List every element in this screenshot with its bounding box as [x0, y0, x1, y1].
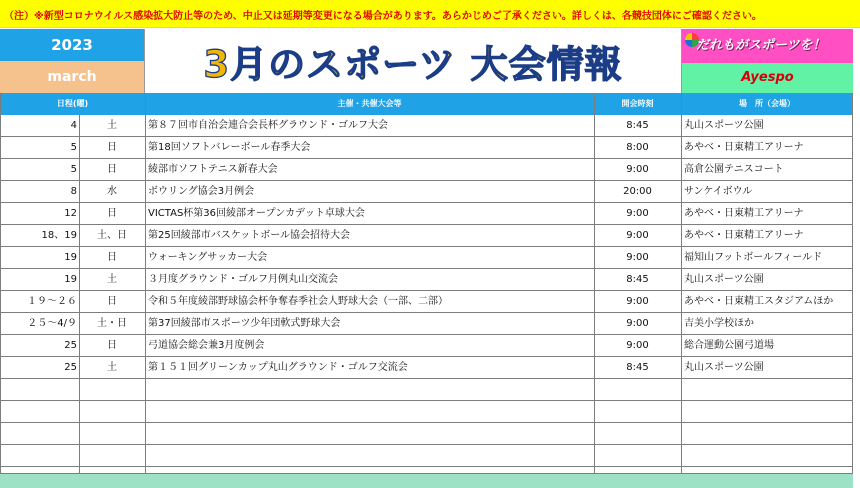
table-row [0, 335, 853, 357]
cell-date: 12 [64, 208, 77, 219]
cell-venue: 丸山スポーツ公園 [684, 362, 764, 373]
cell-time: 9:00 [626, 296, 649, 307]
sheet-edge [853, 29, 860, 487]
cell-event: ３月度グラウンド・ゴルフ月例丸山交流会 [148, 274, 338, 285]
cell-time: 9:00 [626, 230, 649, 241]
cell-date: １９～２６ [27, 296, 77, 307]
cell-dow: 土・日 [97, 318, 127, 329]
grid-line [145, 93, 146, 473]
header-time: 開会時刻 [621, 99, 654, 108]
cell-time: 8:45 [626, 362, 649, 373]
cell-time: 9:00 [626, 252, 649, 263]
table-row [0, 203, 853, 225]
cell-time: 9:00 [626, 340, 649, 351]
cell-event: VICTAS杯第36回綾部オープンカデット卓球大会 [148, 208, 365, 219]
cell-event: ボウリング協会3月例会 [148, 186, 255, 197]
cell-time: 8:45 [626, 120, 649, 131]
table-row [0, 115, 853, 137]
cell-event [148, 423, 592, 444]
logo-brand: Ayespo [741, 70, 794, 85]
table-row [0, 225, 853, 247]
cell-dow: 土、日 [97, 230, 127, 241]
cell-event: 第８７回市自治会連合会長杯グラウンド・ゴルフ大会 [148, 120, 388, 131]
cell-date: 19 [64, 252, 77, 263]
cell-dow [79, 423, 145, 444]
cell-dow: 日 [107, 252, 117, 263]
cell-venue: 丸山スポーツ公園 [684, 274, 764, 285]
table-row [0, 247, 853, 269]
cell-time [594, 401, 681, 422]
cell-time [594, 445, 681, 466]
cell-venue [684, 401, 850, 422]
header-event: 主催・共催大会等 [337, 99, 402, 108]
cell-dow: 土 [107, 274, 117, 285]
cell-dow: 日 [107, 142, 117, 153]
cell-venue: あやべ・日東精工アリーナ [684, 230, 804, 241]
title-banner [145, 29, 681, 93]
cell-date: 4 [70, 120, 77, 131]
cell-dow: 土 [107, 362, 117, 373]
cell-dow: 日 [107, 340, 117, 351]
cell-dow [79, 401, 145, 422]
grid-line [79, 115, 80, 473]
cell-time: 9:00 [626, 208, 649, 219]
cell-event: 令和５年度綾部野球協会杯争奪春季社会人野球大会（一部、二部） [148, 296, 448, 307]
cell-venue: あやべ・日東精工スタジアムほか [684, 296, 834, 307]
cell-event [148, 379, 592, 400]
cell-date: 5 [70, 164, 77, 175]
cell-date [0, 423, 77, 444]
cell-dow [79, 379, 145, 400]
cell-date [0, 445, 77, 466]
cell-time: 8:45 [626, 274, 649, 285]
cell-event: 第１５１回グリーンカップ丸山グラウンド・ゴルフ交流会 [148, 362, 408, 373]
table-row [0, 269, 853, 291]
cell-venue: 高倉公園テニスコート [684, 164, 784, 175]
cell-date: 25 [64, 362, 77, 373]
table-row [0, 181, 853, 203]
ayespo-logo [681, 29, 853, 93]
table-row [0, 137, 853, 159]
cell-dow: 日 [107, 296, 117, 307]
notice-text: （注）※新型コロナウイルス感染拡大防止等のため、中止又は延期等変更になる場合があります。あらかじめご了承ください。詳しくは、各競技団体にご確認ください。 [4, 11, 762, 22]
schedule-table [0, 115, 853, 467]
header-venue: 場 所（会場） [739, 99, 795, 108]
cell-venue: あやべ・日東精工アリーナ [684, 142, 804, 153]
table-row [0, 291, 853, 313]
table-row [0, 159, 853, 181]
cell-dow: 土 [107, 120, 117, 131]
cell-dow: 日 [107, 208, 117, 219]
table-row [0, 357, 853, 379]
cell-date: 25 [64, 340, 77, 351]
cell-dow [79, 445, 145, 466]
cell-event [148, 401, 592, 422]
cell-date [0, 379, 77, 400]
cell-date: ２５～4/９ [27, 318, 77, 329]
cell-dow: 水 [107, 186, 117, 197]
cell-time [594, 423, 681, 444]
header-date: 日程(曜) [56, 99, 89, 108]
cell-venue: 福知山フットボールフィールド [684, 252, 823, 263]
cell-date: 8 [70, 186, 77, 197]
notice-banner [0, 0, 860, 28]
cell-event: 綾部市ソフトテニス新春大会 [148, 164, 278, 175]
logo-tagline: だれもがスポーツを！ [696, 38, 826, 53]
year-label: 2023 [0, 29, 145, 61]
grid-line [594, 93, 595, 473]
cell-venue [684, 423, 850, 444]
cell-date: 18、19 [41, 230, 77, 241]
cell-event [148, 445, 592, 466]
table-row [0, 445, 853, 467]
cell-venue: 吉美小学校ほか [684, 318, 754, 329]
month-label: march [0, 61, 145, 93]
cell-venue: 総合運動公園弓道場 [684, 340, 774, 351]
cell-time: 9:00 [626, 318, 649, 329]
table-row [0, 401, 853, 423]
footer-band [0, 473, 853, 488]
grid-line [0, 93, 1, 473]
cell-event: 第18回ソフトバレーボール春季大会 [148, 142, 311, 153]
cell-event: 弓道協会総会兼3月度例会 [148, 340, 265, 351]
cell-venue [684, 379, 850, 400]
cell-event: 第37回綾部市スポーツ少年団軟式野球大会 [148, 318, 341, 329]
cell-time [594, 379, 681, 400]
table-row [0, 313, 853, 335]
cell-date: 19 [64, 274, 77, 285]
cell-time: 8:00 [626, 142, 649, 153]
table-row [0, 379, 853, 401]
page-title: 3月のスポーツ 大会情報 [203, 43, 623, 86]
cell-event: ウォーキングサッカー大会 [148, 252, 268, 263]
cell-date: 5 [70, 142, 77, 153]
cell-venue: サンケイボウル [684, 186, 753, 197]
grid-line [681, 93, 682, 473]
table-row [0, 423, 853, 445]
cell-time: 9:00 [626, 164, 649, 175]
cell-venue: 丸山スポーツ公園 [684, 120, 764, 131]
cell-date [0, 401, 77, 422]
cell-dow: 日 [107, 164, 117, 175]
cell-event: 第25回綾部市バスケットボール協会招待大会 [148, 230, 351, 241]
cell-time: 20:00 [623, 186, 652, 197]
cell-venue [684, 445, 850, 466]
table-header [0, 93, 853, 115]
cell-venue: あやべ・日東精工アリーナ [684, 208, 804, 219]
